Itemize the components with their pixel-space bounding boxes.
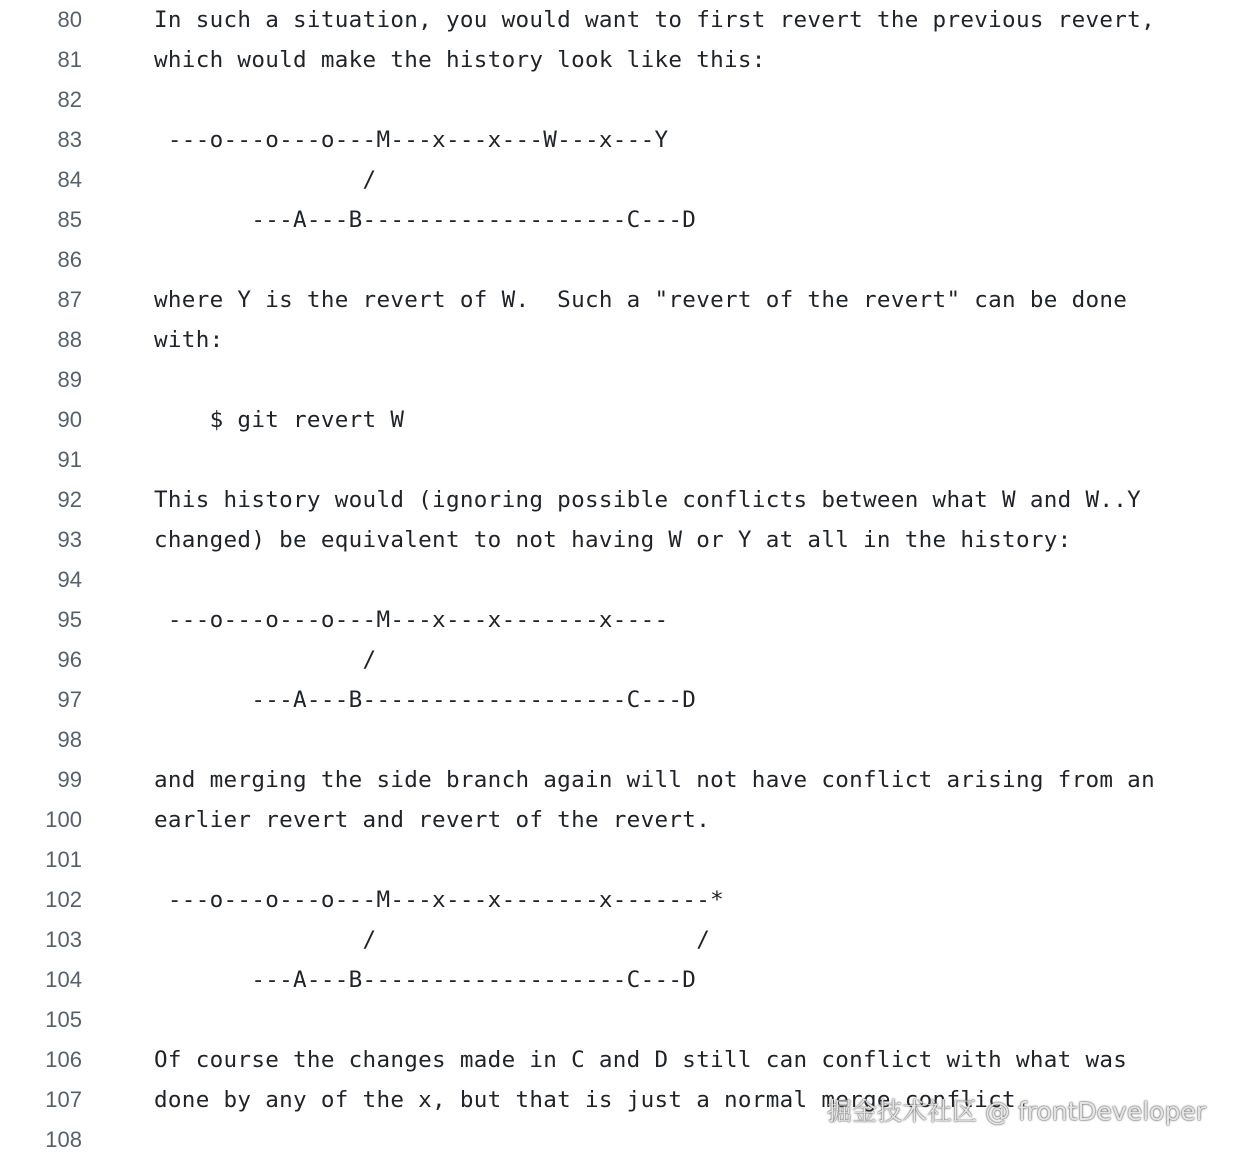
line-number[interactable]: 100 xyxy=(45,807,82,832)
code-line xyxy=(0,440,1236,480)
line-number[interactable]: 104 xyxy=(45,967,82,992)
code-line xyxy=(0,160,1236,200)
code-line xyxy=(0,520,1236,560)
line-number[interactable]: 101 xyxy=(45,847,82,872)
line-number[interactable]: 95 xyxy=(57,607,82,632)
line-number[interactable]: 91 xyxy=(57,447,82,472)
line-number[interactable]: 88 xyxy=(57,327,82,352)
line-number[interactable]: 99 xyxy=(57,767,82,792)
line-number[interactable]: 83 xyxy=(57,127,82,152)
line-content: / xyxy=(154,167,377,193)
line-content: / xyxy=(154,647,377,673)
code-line xyxy=(0,600,1236,640)
code-line xyxy=(0,80,1236,120)
code-line xyxy=(0,40,1236,80)
code-line xyxy=(0,560,1236,600)
line-number[interactable]: 87 xyxy=(57,287,82,312)
line-number[interactable]: 80 xyxy=(57,7,82,32)
line-content: ---A---B-------------------C---D xyxy=(154,687,697,713)
line-content: ---o---o---o---M---x---x-------x---- xyxy=(154,607,669,633)
code-line xyxy=(0,400,1236,440)
line-number[interactable]: 98 xyxy=(57,727,82,752)
line-content: where Y is the revert of W. Such a "revert of the revert" can be done xyxy=(154,287,1128,313)
code-line xyxy=(0,200,1236,240)
line-number[interactable]: 90 xyxy=(57,407,82,432)
code-line xyxy=(0,280,1236,320)
code-line xyxy=(0,480,1236,520)
code-line xyxy=(0,360,1236,400)
line-content: $ git revert W xyxy=(154,407,405,433)
code-line xyxy=(0,880,1236,920)
code-line xyxy=(0,680,1236,720)
line-content: This history would (ignoring possible conflicts between what W and W..Y xyxy=(154,487,1142,513)
line-content: ---A---B-------------------C---D xyxy=(154,967,697,993)
code-line xyxy=(0,840,1236,880)
line-content: ---o---o---o---M---x---x---W---x---Y xyxy=(154,127,669,153)
line-number[interactable]: 97 xyxy=(57,687,82,712)
line-number[interactable]: 86 xyxy=(57,247,82,272)
code-line xyxy=(0,1000,1236,1040)
code-line xyxy=(0,920,1236,960)
line-number[interactable]: 106 xyxy=(45,1047,82,1072)
line-number[interactable]: 84 xyxy=(57,167,82,192)
line-number[interactable]: 105 xyxy=(45,1007,82,1032)
code-line xyxy=(0,800,1236,840)
code-line xyxy=(0,1040,1236,1080)
code-line xyxy=(0,120,1236,160)
line-content: done by any of the x, but that is just a normal merge conflict. xyxy=(154,1087,1030,1113)
line-content: earlier revert and revert of the revert. xyxy=(154,807,711,833)
line-content: / / xyxy=(154,927,711,953)
code-line xyxy=(0,240,1236,280)
line-number[interactable]: 82 xyxy=(57,87,82,112)
line-number[interactable]: 94 xyxy=(57,567,82,592)
line-content: which would make the history look like this: xyxy=(154,47,766,73)
line-content: and merging the side branch again will not have conflict arising from an xyxy=(154,767,1155,793)
line-content: ---A---B-------------------C---D xyxy=(154,207,697,233)
line-content: Of course the changes made in C and D still can conflict with what was xyxy=(154,1047,1128,1073)
line-number[interactable]: 96 xyxy=(57,647,82,672)
watermark: 掘金技术社区 @ frontDeveloper xyxy=(827,1097,1206,1126)
line-number[interactable]: 89 xyxy=(57,367,82,392)
line-content: In such a situation, you would want to first revert the previous revert, xyxy=(154,7,1155,33)
line-number[interactable]: 92 xyxy=(57,487,82,512)
code-line xyxy=(0,960,1236,1000)
line-number[interactable]: 81 xyxy=(57,47,82,72)
line-content: ---o---o---o---M---x---x-------x-------* xyxy=(154,887,725,913)
line-number[interactable]: 108 xyxy=(45,1127,82,1152)
line-content: changed) be equivalent to not having W or Y at all in the history: xyxy=(154,527,1072,553)
code-line xyxy=(0,720,1236,760)
line-number[interactable]: 107 xyxy=(45,1087,82,1112)
code-line xyxy=(0,640,1236,680)
code-line xyxy=(0,0,1236,40)
line-number[interactable]: 85 xyxy=(57,207,82,232)
line-number[interactable]: 103 xyxy=(45,927,82,952)
code-line xyxy=(0,320,1236,360)
line-number[interactable]: 102 xyxy=(45,887,82,912)
line-number[interactable]: 93 xyxy=(57,527,82,552)
line-content: with: xyxy=(154,327,224,353)
code-line xyxy=(0,760,1236,800)
